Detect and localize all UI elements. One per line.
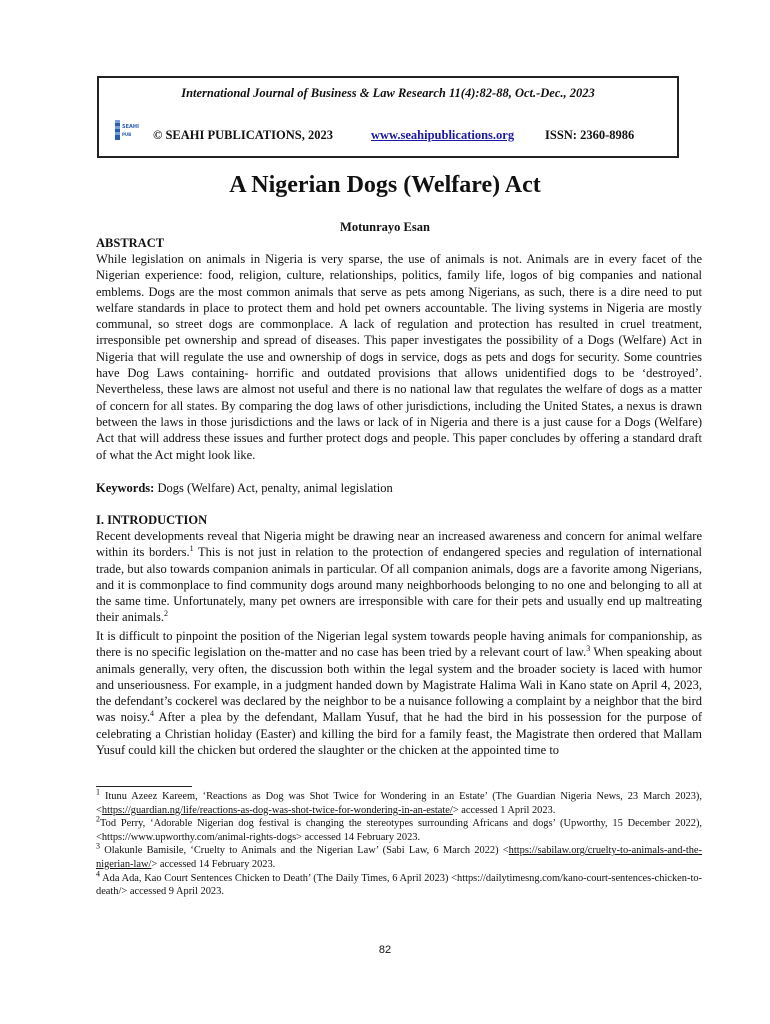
footnote-4 [96, 869, 702, 899]
footnote-ref-3[interactable]: 3 [586, 644, 591, 654]
footnote-text: Tod Perry, ‘Adorable Nigerian dog festival is changing the stereotypes surrounding Africans and dogs’ (Upworthy, 15 December 2022), <https://www.upworthy.com/animal-rights-dogs> accessed 14 February 2023. [96, 818, 702, 843]
publisher-copyright: © SEAHI PUBLICATIONS, 2023 [153, 128, 333, 142]
footnote-number: 3 [96, 841, 100, 851]
introduction-heading: I. INTRODUCTION [96, 513, 208, 527]
footnote-text: > accessed 1 April 2023. [452, 804, 556, 816]
page-number: 82 [378, 944, 392, 956]
footnote-number: 4 [96, 869, 100, 879]
intro-p1-text-a: Recent developments reveal that Nigeria might be drawing near an increased awareness and concern for animal welfare within its borders. [96, 529, 702, 560]
introduction-paragraph-1 [96, 528, 702, 626]
publisher-line [113, 120, 667, 150]
svg-text:PUB: PUB [122, 132, 132, 137]
footnote-number: 1 [96, 787, 100, 797]
footnote-link[interactable]: https://sabilaw.org/cruelty-to-animals-and-the-nigerian-law/ [96, 845, 702, 870]
footnote-text: Olakunle Bamisile, ‘Cruelty to Animals and the Nigerian Law’ (Sabi Law, 6 March 2022) < [100, 845, 509, 857]
svg-text:SEAHI: SEAHI [122, 124, 139, 130]
footnote-3 [96, 841, 702, 871]
footnote-divider [96, 786, 192, 787]
intro-p2-text-c: After a plea by the defendant, Mallam Yusuf, that he had the bird in his possession for the purpose of celebrating a Christian holiday (Easter) and killing the bird for a family feast, the Magistrate then ordered that Mallam Yusuf could kill the chicken but ordered the slaughter or the chicken at the appointed time to [96, 710, 702, 758]
keywords-label: Keywords: [96, 481, 155, 495]
introduction-paragraph-2 [96, 628, 702, 758]
seahi-logo-icon [113, 114, 137, 146]
keywords-line [96, 481, 393, 496]
footnote-1 [96, 787, 702, 817]
journal-citation: International Journal of Business & Law Research 11(4):82-88, Oct.-Dec., 2023 [181, 86, 595, 100]
paper-author: Motunrayo Esan [340, 220, 430, 234]
footnote-2 [96, 814, 702, 844]
footnote-ref-4[interactable]: 4 [150, 709, 155, 719]
issn-number: ISSN: 2360-8986 [545, 128, 635, 142]
abstract-heading: ABSTRACT [96, 236, 165, 250]
intro-p1-text-b: This is not just in relation to the protection of endangered species and regulation of international trade, but also towards companion animals in particular. Of all companion animals, dogs are a favorite among Nigerians, and it is commonplace to find community dogs around many neighborhoods belonging to no one and belonging to all at the same time. Unfortunately, many pet owners are irresponsible with care for their pets and usually end up maltreating their animals. [96, 545, 702, 625]
intro-p2-text-b: When speaking about animals generally, very often, the discussion both within the legal system and the broader society is laced with humor and unseriousness. For example, in a judgment handed down by Magistrate Halima Wali in Kano state on April 4, 2023, the defendant’s cockerel was declared by the neighbor to be a nuisance following a complaint by a neighbor that the bird was noisy. [96, 645, 702, 725]
journal-header-box [97, 76, 679, 158]
publisher-website-link[interactable]: www.seahipublications.org [371, 128, 515, 142]
footnote-ref-1[interactable]: 1 [189, 544, 194, 554]
footnote-ref-2[interactable]: 2 [164, 609, 169, 619]
footnote-text: Itunu Azeez Kareem, ‘Reactions as Dog was Shot Twice for Wondering in an Estate’ (The Guardian Nigeria News, 23 March 2023), < [96, 791, 702, 816]
abstract-text: While legislation on animals in Nigeria is very sparse, the use of animals is not. Animals are in every facet of the Nigerian experience: food, religion, culture, relationships, politics, family life, logos of big companies and national emblems. Dogs are the most common animals that serve as pets among Nigerians, as such, there is a dire need to put welfare standards in place to protect them and hold pet owners accountable. The living systems in Nigeria are mostly communal, so street dogs are commonplace. A lack of regulation and protection has resulted in cruel treatment, irresponsible pet ownership and spread of diseases. This paper investigates the possibility of a Dogs (Welfare) Act in Nigeria that will regulate the use and ownership of dogs in service, dogs as pets and dogs for security. Some countries have Dog Laws containing- horrific and outdated provisions that allows unidentified dogs to be ‘destroyed’. Nevertheless, these laws are almost not useful and there is no national law that regulates the welfare of dogs as a matter of concern for all states. By comparing the dog laws of other jurisdictions, including the United States, a nexus is drawn between the laws in those jurisdictions and the laws or lack of in Nigeria and there is a just cause for a Dogs (Welfare) Act that will address these issues and further protect dogs and people. This paper concludes by offering a standard draft of what the Act might look like. [96, 252, 702, 462]
paper-title: A Nigerian Dogs (Welfare) Act [229, 172, 541, 198]
footnotes [96, 787, 702, 899]
footnote-text: > accessed 14 February 2023. [151, 858, 276, 870]
footnote-text: Ada Ada, Kao Court Sentences Chicken to Death’ (The Daily Times, 6 April 2023) <https://dailytimesng.com/kano-court-sentences-chicken-to-death/> accessed 9 April 2023. [96, 872, 702, 898]
footnote-number: 2 [96, 814, 100, 824]
keywords-text: Dogs (Welfare) Act, penalty, animal legislation [157, 481, 393, 495]
footnote-link[interactable]: https://guardian.ng/life/reactions-as-dog-was-shot-twice-for-wondering-in-an-estate/ [101, 804, 453, 816]
intro-p2-text-a: It is difficult to pinpoint the position of the Nigerian legal system towards people having animals for companionship, as there is no specific legislation on the-matter and no case has been tried by a relevant court of law. [96, 629, 702, 660]
